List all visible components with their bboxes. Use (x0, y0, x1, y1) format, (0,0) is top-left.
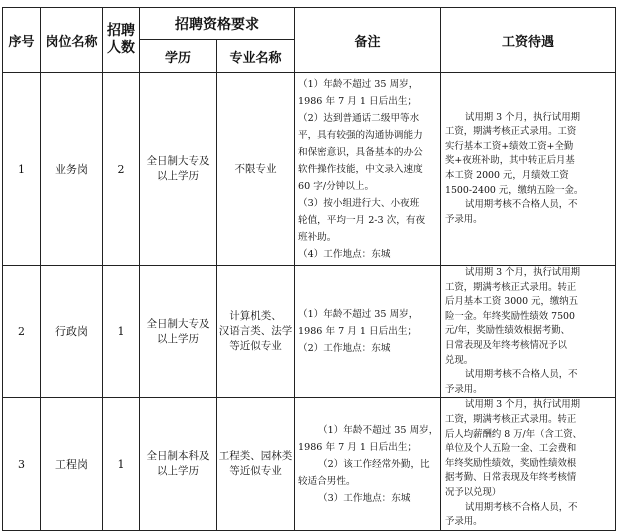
remarks-cell (295, 398, 441, 530)
table-row (3, 266, 616, 398)
position-cell: 工程岗 (41, 398, 103, 530)
header-position: 岗位名称 (41, 8, 103, 73)
seq-cell: 2 (3, 266, 41, 398)
salary-cell-line: 后月基本工资 3000 元，缴纳五 (445, 296, 578, 308)
salary-cell-line: 日常表现及年终考核情况予以 (445, 339, 567, 351)
major-cell-line: 计算机类、 (229, 310, 282, 323)
salary-cell-line: 本工资 2000 元，月绩效工资 (445, 170, 569, 181)
education-cell-line: 全日制大专及 (146, 155, 210, 167)
major-cell-line: 汉语言类、法学 (218, 325, 293, 338)
remarks-cell-line: 轮值，平均一月 2-3 次，有夜 (298, 214, 426, 226)
major-cell-line: 不限专业 (234, 162, 277, 175)
remarks-cell-line: 1986 年 7 月 1 日后出生； (298, 441, 418, 453)
salary-cell (441, 266, 616, 398)
education-cell (140, 398, 217, 530)
header-seq: 序号 (3, 8, 41, 73)
remarks-cell-line: （1）年龄不超过 35 周岁， (298, 309, 419, 321)
salary-cell (441, 73, 616, 266)
recruitment-table (2, 7, 616, 531)
salary-cell-line: 奖+夜班补助，其中转正后月基 (445, 155, 575, 167)
education-cell-line: 以上学历 (157, 170, 199, 182)
position-cell: 行政岗 (41, 266, 103, 398)
education-cell-line: 全日制大专及 (146, 317, 210, 330)
remarks-cell (295, 73, 441, 266)
salary-cell-line: 试用期 3 个月，执行试用期 (465, 267, 581, 278)
remarks-cell-line: 1986 年 7 月 1 日后出生； (298, 95, 418, 107)
remarks-cell-line: 1986 年 7 月 1 日后出生； (298, 326, 418, 338)
position-cell: 业务岗 (41, 73, 103, 266)
remarks-cell-line: （2）该工作经常外勤，比 (318, 458, 430, 470)
remarks-cell-line: 班补助。 (298, 231, 337, 243)
salary-cell-line: 予录用。 (445, 516, 483, 528)
header-major: 专业名称 (217, 40, 295, 73)
header-recruit-count (103, 8, 140, 73)
remarks-cell-line: （2）达到普通话二级甲等水 (298, 112, 420, 124)
salary-cell (441, 398, 616, 530)
count-cell: 1 (103, 398, 140, 530)
education-cell-line: 以上学历 (157, 465, 199, 478)
education-cell-line: 以上学历 (157, 332, 199, 345)
major-cell-line: 等近似专业 (229, 340, 282, 353)
salary-cell-line: 试用期考核不合格人员，不 (465, 199, 578, 211)
salary-cell-line: 险一金。年终奖励性绩效 7500 (445, 310, 575, 322)
remarks-cell-line: （3）工作地点：东城 (318, 492, 411, 504)
remarks-cell (295, 266, 441, 398)
salary-cell-line: 工资，期满考核正式录用。转正 (445, 413, 577, 425)
remarks-cell-line: （4）工作地点：东城 (298, 248, 391, 260)
seq-cell: 1 (3, 73, 41, 266)
major-cell (217, 266, 295, 398)
salary-cell-line: 单位及个人五险一金、工会费和 (445, 443, 577, 455)
count-cell: 1 (103, 266, 140, 398)
header-qualification: 招聘资格要求 (140, 8, 295, 40)
header-recruit-count-line1: 招聘 (107, 23, 135, 39)
count-cell: 2 (103, 73, 140, 266)
education-cell (140, 266, 217, 398)
major-cell (217, 73, 295, 266)
table-row (3, 73, 616, 266)
salary-cell-line: 年终奖励性绩效，奖励性绩效根 (445, 457, 577, 469)
salary-cell-line: 工资，期满考核正式录用。转正 (445, 281, 577, 293)
remarks-cell-line: 平，具有较强的沟通协调能力 (298, 129, 423, 141)
major-cell-line: 等近似专业 (229, 465, 282, 478)
education-cell-line: 全日制本科及 (146, 450, 210, 463)
remarks-cell-line: （1）年龄不超过 35 周岁， (318, 424, 439, 436)
salary-cell-line: 元/年，奖励性绩效根据考勤、 (445, 325, 571, 337)
remarks-cell-line: （1）年龄不超过 35 周岁， (298, 78, 419, 90)
salary-cell-line: 予录用。 (445, 383, 483, 395)
remarks-cell-line: 较适合男性。 (298, 475, 356, 487)
remarks-cell-line: （3）按小组进行大、小夜班 (298, 197, 420, 209)
remarks-cell-line: 和保密意识，具备基本的办公 (298, 146, 423, 158)
salary-cell-line: 试用期 3 个月，执行试用期 (465, 399, 581, 411)
salary-cell-line: 况予以兑现） (445, 486, 502, 498)
header-salary: 工资待遇 (441, 8, 616, 73)
remarks-cell-line: 软件操作技能，中文录入速度 (298, 163, 423, 175)
salary-cell-line: 工资，期满考核正式录用。工资 (445, 126, 577, 138)
salary-cell-line: 后人均薪酬约 8 万/年（含工资、 (445, 428, 582, 440)
table-row (3, 398, 616, 530)
remarks-cell-line: 60 字/分钟以上。 (298, 180, 375, 192)
salary-cell-line: 实行基本工资+绩效工资+全勤 (445, 140, 574, 152)
major-cell (217, 398, 295, 530)
major-cell-line: 工程类、园林类 (218, 450, 293, 463)
salary-cell-line: 试用期 3 个月，执行试用期 (465, 111, 581, 123)
header-education: 学历 (140, 40, 217, 73)
header-remarks: 备注 (295, 8, 441, 73)
salary-cell-line: 试用期考核不合格人员，不 (465, 501, 578, 513)
education-cell (140, 73, 217, 266)
header-recruit-count-line2: 人数 (107, 40, 135, 56)
salary-cell-line: 兑现。 (445, 354, 474, 366)
salary-cell-line: 1500-2400 元，缴纳五险一金。 (445, 184, 584, 196)
salary-cell-line: 试用期考核不合格人员，不 (465, 369, 578, 381)
salary-cell-line: 予录用。 (445, 213, 483, 225)
seq-cell: 3 (3, 398, 41, 530)
salary-cell-line: 据考勤、日常表现及年终考核情 (445, 472, 577, 484)
remarks-cell-line: （2）工作地点：东城 (298, 343, 391, 355)
